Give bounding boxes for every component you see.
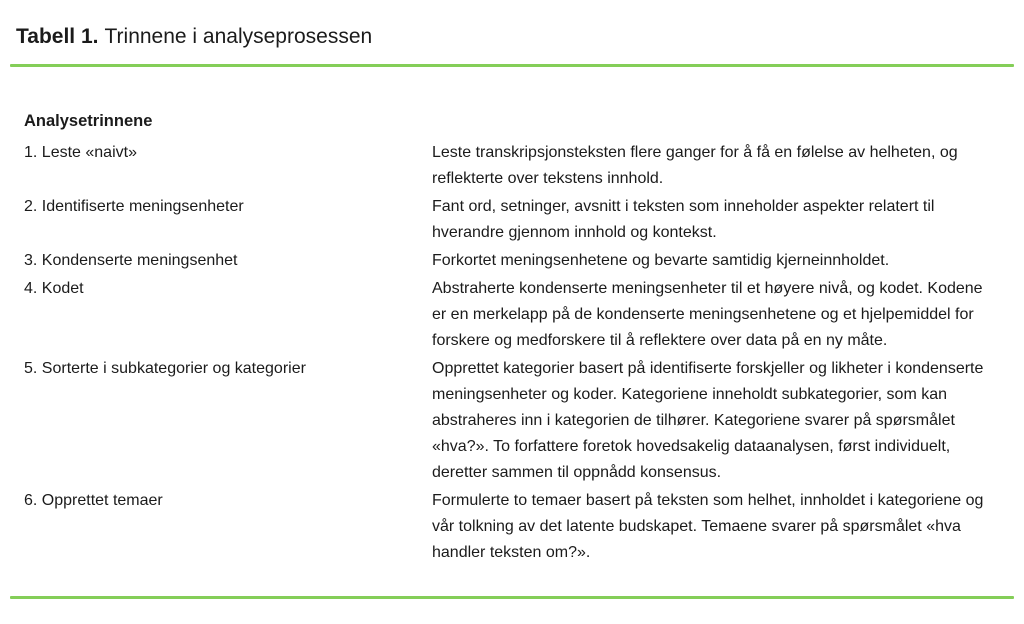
table-row <box>24 194 990 246</box>
step-description: Leste transkripsjonsteksten flere ganger for å få en følelse av helheten, og reflekterte over tekstens innhold. <box>432 144 958 187</box>
step-description: Forkortet meningsenhetene og bevarte samtidig kjerneinnholdet. <box>432 252 890 269</box>
table-row <box>24 356 990 486</box>
table-caption-text: Trinnene i analyseprosessen <box>104 25 373 48</box>
bottom-divider-rule <box>10 596 1014 599</box>
step-label: 6. Opprettet temaer <box>24 492 163 509</box>
step-description: Fant ord, setninger, avsnitt i teksten som inneholder aspekter relatert til hverandre gjennom innhold og kontekst. <box>432 198 935 241</box>
step-description: Opprettet kategorier basert på identifiserte forskjeller og likheter i kondenserte meningsenheter og koder. Kategoriene inneholdt subkategorier, som kan abstraheres inn i kategorien de tilhører. Kategoriene svarer på spørsmålet «hva?». To forfattere foretok hovedsakelig dataanalysen, først individuelt, deretter sammen til oppnådd konsensus. <box>432 360 984 481</box>
step-label: 1. Leste «naivt» <box>24 144 137 161</box>
analysis-steps-table <box>24 108 990 568</box>
step-label: 4. Kodet <box>24 280 84 297</box>
table-column-header: Analysetrinnene <box>24 112 153 130</box>
step-label: 5. Sorterte i subkategorier og kategorier <box>24 360 306 377</box>
table-row <box>24 488 990 566</box>
top-divider-rule <box>10 64 1014 67</box>
table-row <box>24 140 990 192</box>
step-label: 2. Identifiserte meningsenheter <box>24 198 244 215</box>
step-description: Formulerte to temaer basert på teksten som helhet, innholdet i kategoriene og vår tolkning av det latente budskapet. Temaene svarer på spørsmålet «hva handler teksten om?». <box>432 492 984 561</box>
table-caption-number: Tabell 1. <box>16 25 99 48</box>
table-row <box>24 276 990 354</box>
step-description: Abstraherte kondenserte meningsenheter til et høyere nivå, og kodet. Kodene er en merkelapp på de kondenserte meningsenhetene og et hjelpemiddel for forskere og medforskere til å reflektere over data på en ny måte. <box>432 280 983 349</box>
table-caption <box>16 24 372 50</box>
step-label: 3. Kondenserte meningsenhet <box>24 252 238 269</box>
table-row <box>24 248 990 274</box>
